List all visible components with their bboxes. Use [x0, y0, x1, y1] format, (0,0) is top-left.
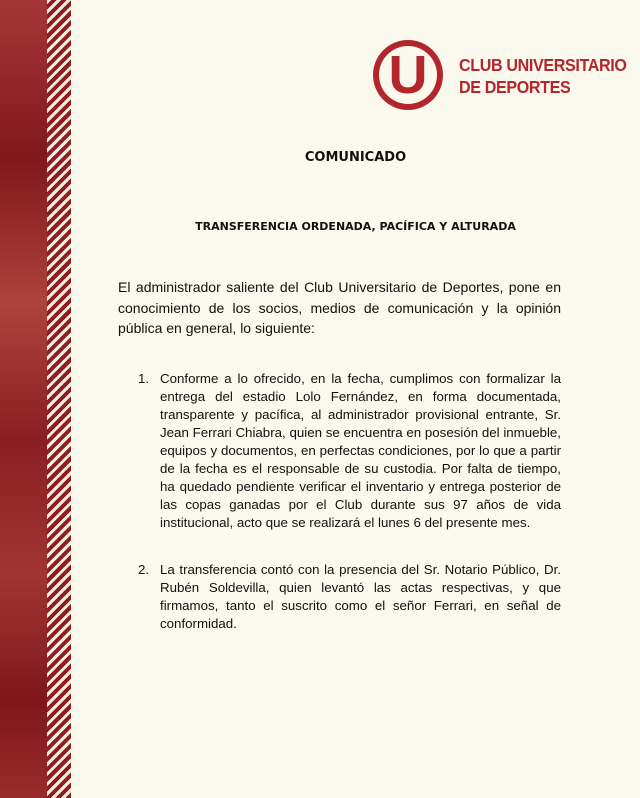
page-title: COMUNICADO: [304, 150, 407, 165]
club-name-line1: CLUB UNIVERSITARIO: [459, 55, 627, 75]
page-subtitle: TRANSFERENCIA ORDENADA, PACÍFICA Y ALTURADA: [195, 220, 516, 233]
list-item-number: 1.: [138, 371, 150, 386]
list-item-text: La transferencia contó con la presencia del Sr. Notario Público, Dr. Rubén Soldevilla, quien levantó las actas respectivas, y que firmamos, tanto el suscrito como el señor Ferrari, en señal de conformidad.: [160, 562, 561, 631]
crest-letter: U: [388, 45, 428, 105]
list-item: [118, 561, 561, 633]
intro-paragraph: El administrador saliente del Club Universitario de Deportes, pone en conocimiento de los socios, medios de comunicación y la opinión pública en general, lo siguiente:: [118, 279, 561, 336]
list-item-text: Conforme a lo ofrecido, en la fecha, cumplimos con formalizar la entrega del estadio Lolo Fernández, en forma documentada, transparente y pacífica, al administrador provisional entrante, Sr. Jean Ferrari Chiabra, quien se encuentra en posesión del inmueble, equipos y documentos, en perfectas condiciones, por lo que a partir de la fecha es el responsable de su custodia. Por falta de tiempo, ha quedado pendiente verificar el inventario y entrega posterior de las copas ganadas por el Club durante sus 97 años de vida institucional, acto que se realizará el lunes 6 del presente mes.: [160, 371, 561, 530]
club-name: [459, 54, 627, 98]
club-name-line2: DE DEPORTES: [459, 77, 571, 97]
statement-list: [118, 370, 561, 633]
side-band-stripes: [47, 0, 71, 798]
decorative-side-band: [0, 0, 71, 798]
list-item-number: 2.: [138, 562, 150, 577]
club-logo: [371, 38, 627, 114]
list-item: [118, 370, 561, 532]
club-crest-icon: [371, 38, 445, 112]
side-band-texture: [0, 0, 47, 798]
